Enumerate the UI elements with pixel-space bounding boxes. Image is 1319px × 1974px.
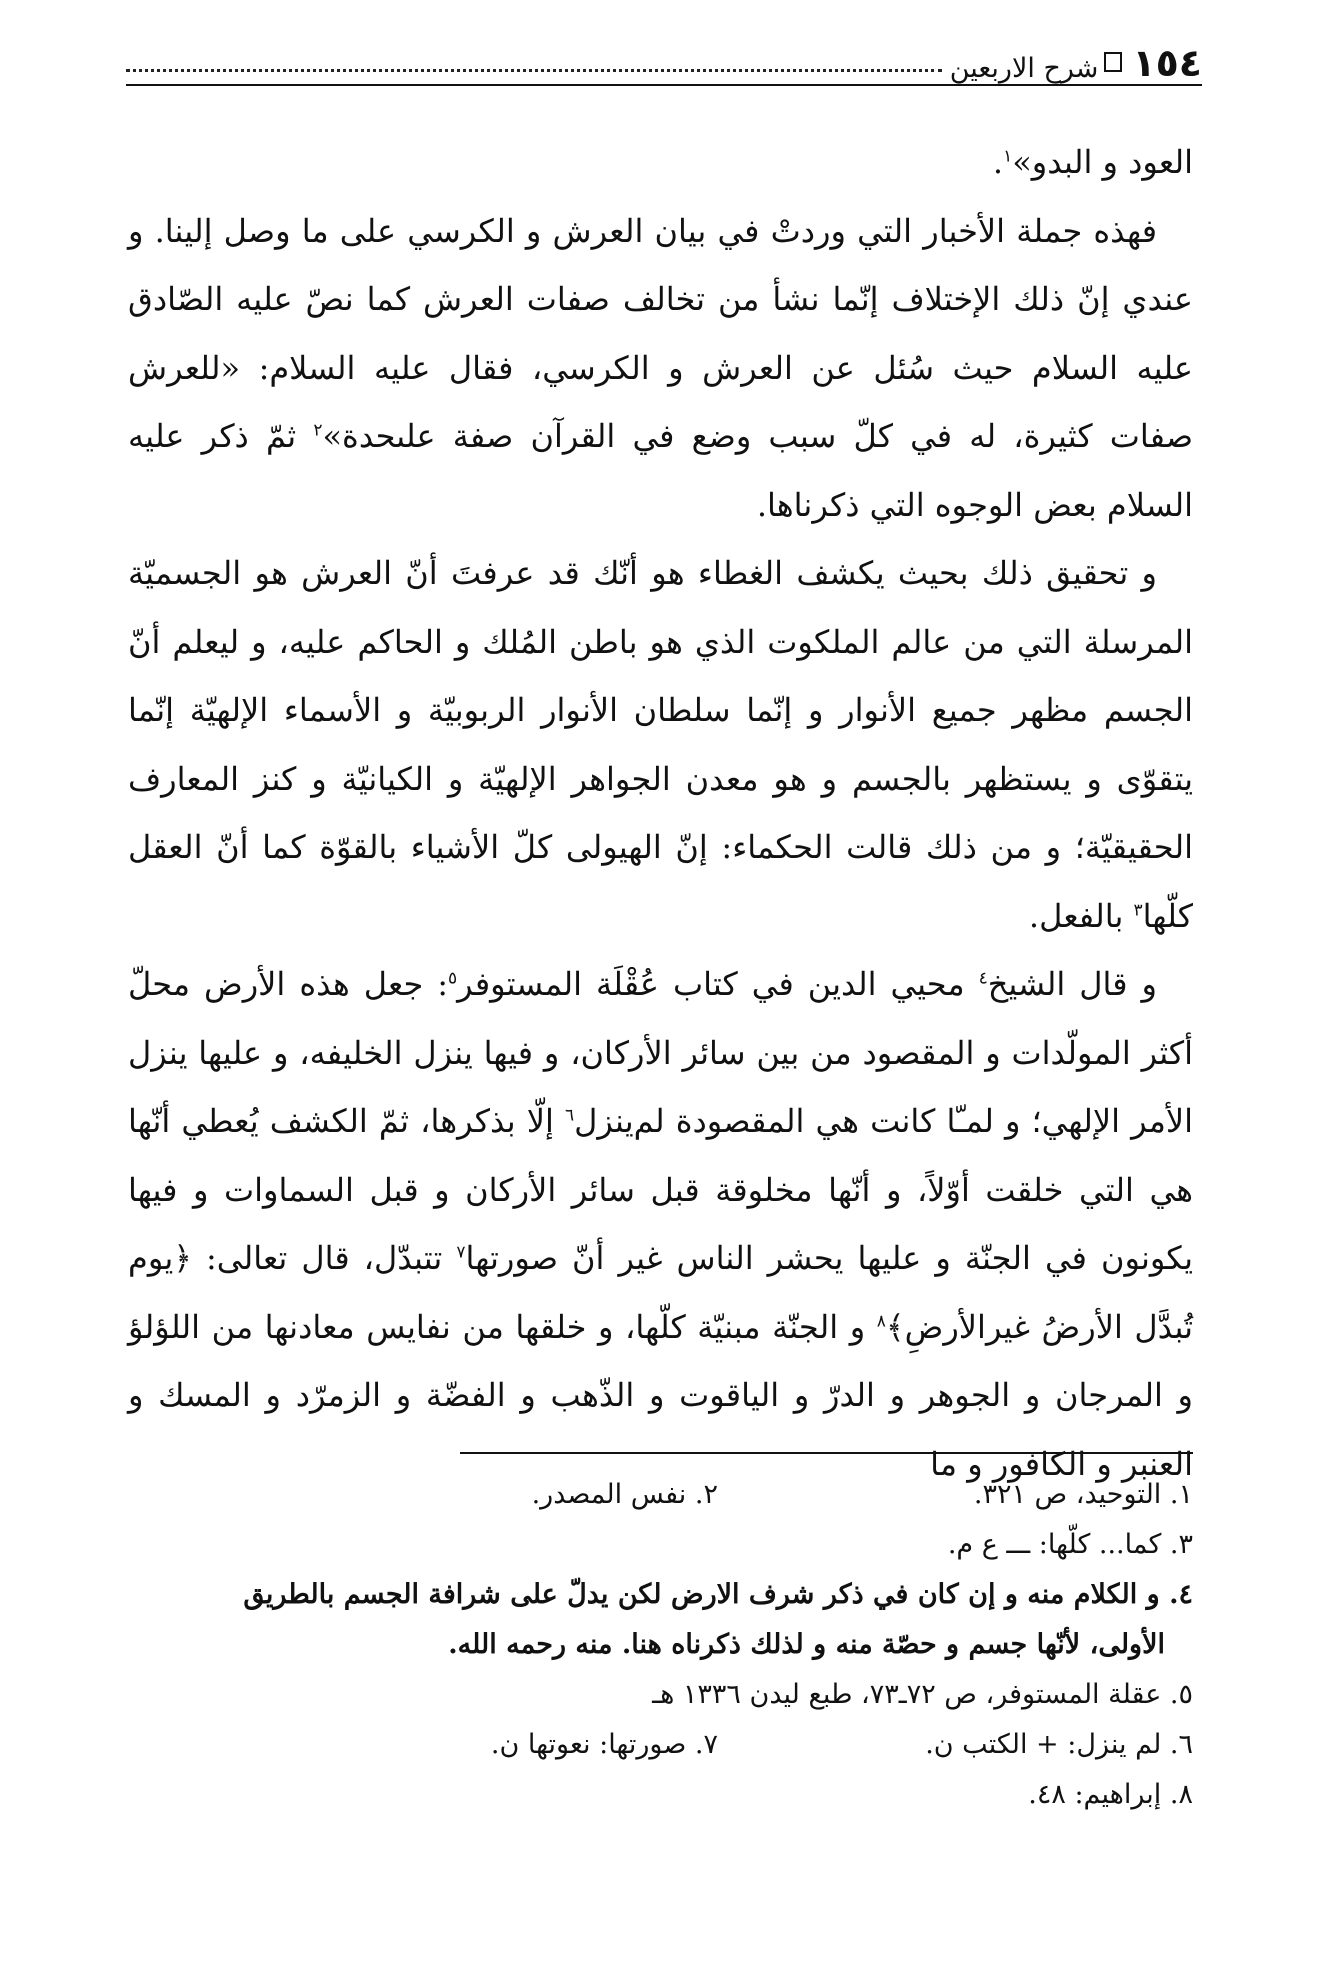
footnote-ref-8[interactable]: ٨	[876, 1310, 886, 1331]
footnote-row	[128, 1720, 1193, 1770]
paragraph-3: و تحقيق ذلك بحيث يكشف الغطاء هو أنّك قد عرفتَ أنّ العرش هو الجسميّة المرسلة التي من عالم الملكوت الذي هو باطن المُلك و الحاكم عليه، و ليعلم أنّ الجسم مظهر جميع الأنوار و إنّما سلطان الأنوار الربوبيّة و الأسماء الإلهيّة إنّما يتقوّى و يستظهر بالجسم و هو معدن الجواهر الإلهيّة و الكيانيّة و كنز المعارف الحقيقيّة؛ و من ذلك قالت الحكماء: إنّ الهيولى كلّ الأشياء بالقوّة كما أنّ العقل كلّها$^٣$ بالفعل.	[128, 554, 1193, 935]
footnote-ref-4[interactable]: ٤	[978, 968, 988, 989]
footnote-7: ٧. صورتها: نعوتها ن.	[490, 1729, 718, 1760]
footnote-ref-7[interactable]: ٧	[456, 1242, 466, 1263]
paragraph-2: فهذه جملة الأخبار التي وردتْ في بيان العرش و الكرسي على ما وصل إلينا. و عندي إنّ ذلك الإختلاف إنّما نشأ من تخالف صفات العرش كما نصّ عليه الصّادق عليه السلام حيث سُئل عن العرش و الكرسي، فقال عليه السلام: «للعرش صفات كثيرة، له في كلّ سبب وضع في القرآن صفة علىحدة»$^٢$ ثمّ ذكر عليه السلام بعض الوجوه التي ذكرناها.	[128, 211, 1194, 524]
paragraph-4: و قال الشيخ$^٤$ محيي الدين في كتاب عُقْلَة المستوفر$^٥$: جعل هذه الأرض محلّ أكثر المولّدات و المقصود من بين سائر الأركان، و فيها ينزل الخليفه، و عليها ينزل الأمر الإلهي؛ و لمـّا كانت هي المقصودة لم‌ينزل$^٦$ إلّا بذكرها، ثمّ الكشف يُعطي أنّها هي التي خلقت أوّلاً، و أنّها مخلوقة قبل سائر الأركان و قبل السماوات و فيها يكونون في الجنّة و عليها يحشر الناس غير أنّ صورتها$^٧$ تتبدّل، قال تعالى: ﴿يوم تُبدَّل الأرضُ غيرالأرضِ﴾$^٨$ و الجنّة مبنيّة كلّها، و خلقها من نفايس معادنها من اللؤلؤ و المرجان و الجوهر و الدرّ و الياقوت و الذّهب و الفضّة و الزمرّد و المسك و العنبر و الكافور و ما	[128, 965, 1194, 1483]
footnote-ref-2[interactable]: ٢	[313, 420, 323, 441]
footnote-ref-1[interactable]: ١	[1003, 146, 1013, 167]
footnote-row	[128, 1770, 1193, 1820]
footnote-4: ٤. و الكلام منه و إن كان في ذكر شرف الارض لكن يدلّ على شرافة الجسم بالطريق الأولى، لأنّها جسم و حصّة منه و لذلك ذكرناه هنا. منه رحمه الله.	[243, 1579, 1193, 1660]
running-title: شرح الاربعين	[949, 53, 1099, 84]
footnote-ref-5[interactable]: ٥	[448, 968, 458, 989]
paragraph-1: العود و البدو»$^١$.	[992, 143, 1193, 181]
footnote-ref-6[interactable]: ٦	[564, 1105, 575, 1126]
footnote-rule	[460, 1452, 1193, 1454]
footnote-row	[128, 1520, 1193, 1570]
footnote-ref-3[interactable]: ٣	[1133, 899, 1143, 920]
page-number: ١٥٤	[1132, 41, 1202, 85]
footnote-8: ٨. إبراهيم: ٤٨.	[1028, 1779, 1193, 1810]
header-rule	[126, 84, 1202, 86]
footnote-1: ١. التوحيد، ص ٣٢١.	[973, 1479, 1193, 1510]
footnote-row	[128, 1470, 1193, 1520]
running-header	[126, 26, 1202, 85]
footnote-row	[128, 1670, 1193, 1720]
footnote-2: ٢. نفس المصدر.	[531, 1479, 718, 1510]
square-ornament-icon	[1104, 52, 1122, 72]
dotted-leader	[126, 68, 942, 72]
footnote-3: ٣. كما... كلّها: ـــ ع م.	[947, 1529, 1193, 1560]
footnote-5: ٥. عقلة المستوفر، ص ٧٢ـ٧٣، طبع ليدن ١٣٣٦ هـ	[652, 1679, 1193, 1710]
footnotes	[128, 1470, 1193, 1820]
main-text	[128, 128, 1193, 1498]
footnote-6: ٦. لم ينزل: + الكتب ن.	[925, 1729, 1193, 1760]
